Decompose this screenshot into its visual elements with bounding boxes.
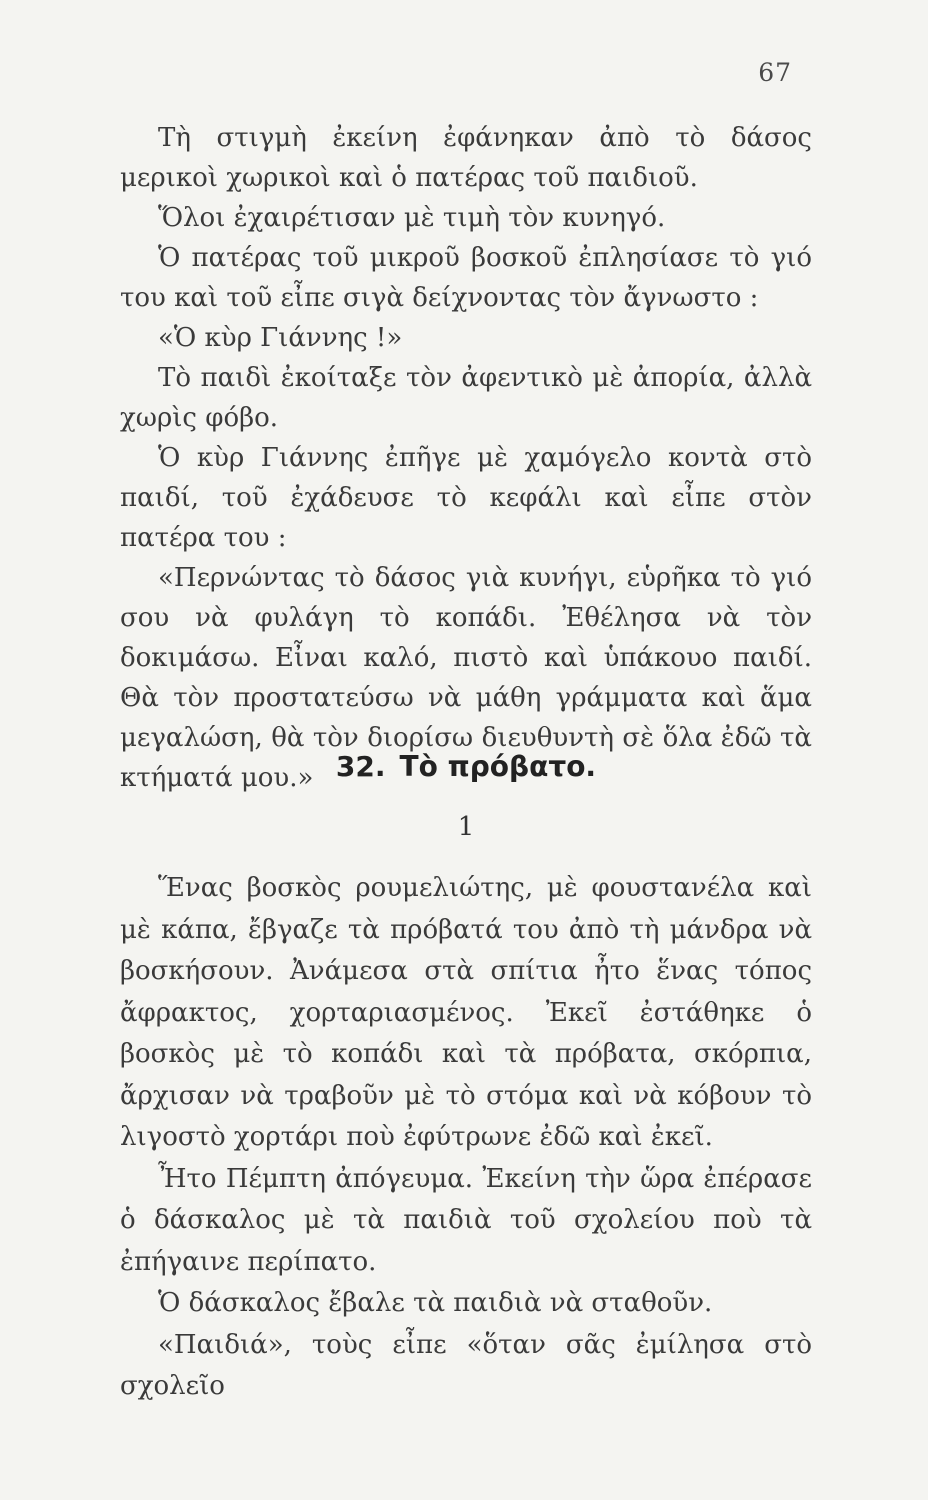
paragraph: Ὁ κὺρ Γιάννης ἐπῆγε μὲ χαμόγελο κοντὰ στὸ παιδί, τοῦ ἐχάδευσε τὸ κεφάλι καὶ εἶπε στὸν πατέρα του : [120,443,812,553]
paragraph: Ὁ πατέρας τοῦ μικροῦ βοσκοῦ ἐπλησίασε τὸ γιό του καὶ τοῦ εἶπε σιγὰ δείχνοντας τὸν ἄγνωστο : [120,243,812,313]
subsection-number: 1 [457,812,475,842]
section-title: Τὸ πρόβατο. [399,750,597,783]
paragraph: Ἕνας βοσκὸς ρουμελιώτης, μὲ φουστανέλα καὶ μὲ κάπα, ἔβγαζε τὰ πρόβατά του ἀπὸ τὴ μάνδρα νὰ βοσκήσουν. Ἀνάμεσα στὰ σπίτια ἦτο ἕνας τόπος ἄφρακτος, χορταριασμένος. Ἐκεῖ ἐστάθηκε ὁ βοσκὸς μὲ τὸ κοπάδι καὶ τὰ πρόβατα, σκόρπια, ἄρχισαν νὰ τραβοῦν μὲ τὸ στόμα καὶ νὰ κόβουν τὸ λιγοστὸ χορτάρι ποὺ ἐφύτρωνε ἐδῶ καὶ ἐκεῖ. [120,873,812,1152]
paragraph: «Περνώντας τὸ δάσος γιὰ κυνήγι, εὑρῆκα τὸ γιό σου νὰ φυλάγη τὸ κοπάδι. Ἐθέλησα νὰ τὸν δοκιμάσω. Εἶναι καλό, πιστὸ καὶ ὑπάκουο παιδί. Θὰ τὸν προστατεύσω νὰ μάθη γράμματα καὶ ἅμα μεγαλώση, θὰ τὸν διορίσω διευθυντὴ σὲ ὅλα ἐδῶ τὰ κτήματά μου.» [120,563,812,793]
paragraph: Τὴ στιγμὴ ἐκείνη ἐφάνηκαν ἀπὸ τὸ δάσος μερικοὶ χωρικοὶ καὶ ὁ πατέρας τοῦ παιδιοῦ. [120,123,812,193]
section-heading [120,750,812,783]
bottom-text-block [120,868,812,1408]
paragraph: «Παιδιά», τοὺς εἶπε «ὅταν σᾶς ἐμίλησα στὸ σχολεῖο [120,1329,812,1401]
page-number: 67 [758,58,792,87]
paragraph: Τὸ παιδὶ ἐκοίταξε τὸν ἀφεντικὸ μὲ ἀπορία, ἀλλὰ χωρὶς φόβο. [120,363,812,433]
top-text-block [120,118,812,798]
paragraph: «Ὁ κὺρ Γιάννης !» [158,323,403,353]
paragraph: Ὁ δάσκαλος ἔβαλε τὰ παιδιὰ νὰ σταθοῦν. [158,1288,713,1318]
section-number: 32. [335,750,386,783]
paragraph: Ὅλοι ἐχαιρέτισαν μὲ τιμὴ τὸν κυνηγό. [158,203,666,233]
paragraph: Ἦτο Πέμπτη ἀπόγευμα. Ἐκείνη τὴν ὥρα ἐπέρασε ὁ δάσκαλος μὲ τὰ παιδιὰ τοῦ σχολείου ποὺ τὰ ἐπήγαινε περίπατο. [120,1163,812,1277]
